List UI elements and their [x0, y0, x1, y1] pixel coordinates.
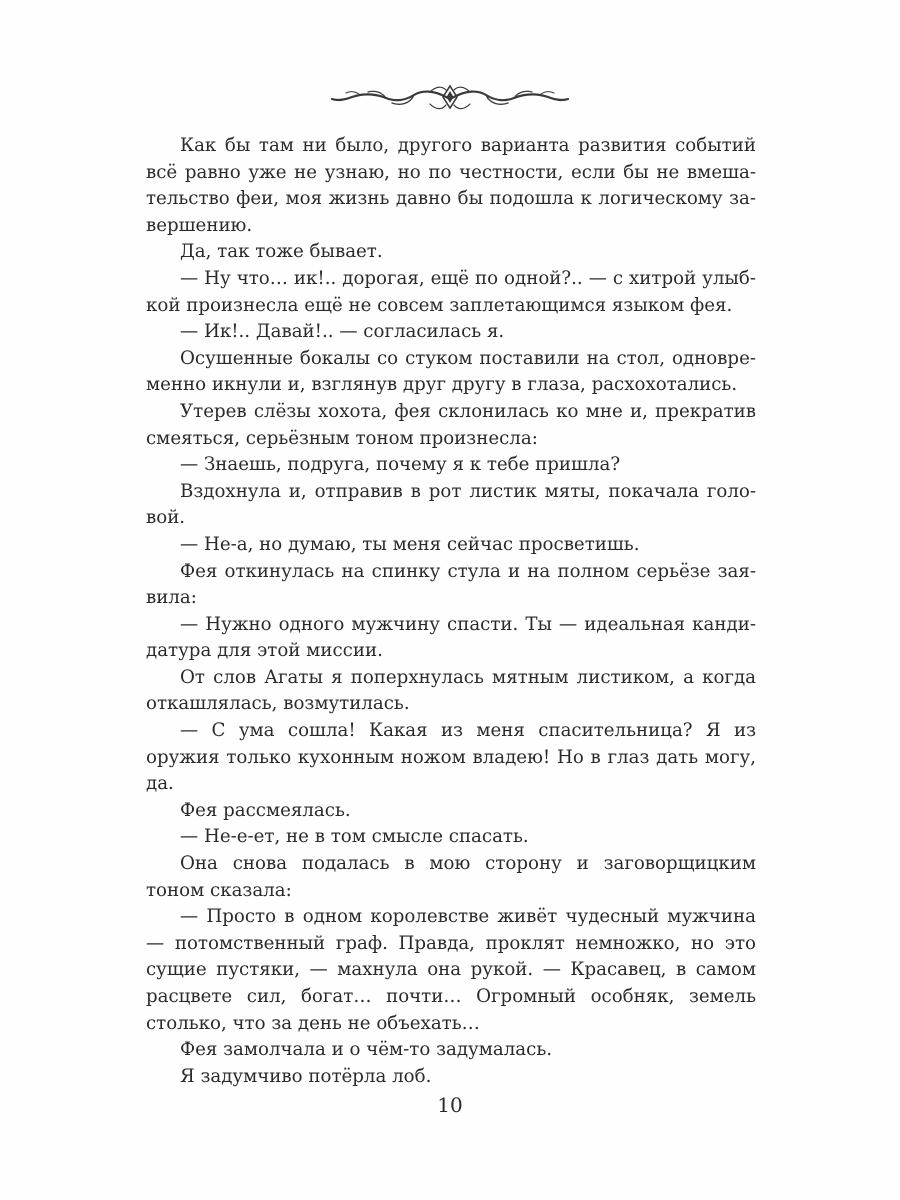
paragraph: Фея рассмеялась.	[180, 799, 351, 821]
paragraph: Фея замолчала и о чём-то задумалась.	[180, 1039, 553, 1061]
paragraph: Да, так тоже бывает.	[180, 241, 383, 263]
paragraph: Она снова подалась в мою сторону и заговорщицким тоном сказала:	[146, 853, 756, 901]
paragraph: — Не-а, но думаю, ты меня сейчас просветишь.	[180, 533, 640, 555]
paragraph: — Ну что… ик!.. дорогая, ещё по одной?.. — с хитрой улыбкой произнесла ещё не совсем заплетающимся языком фея.	[146, 267, 756, 316]
paragraph: От слов Агаты я поперхнулась мятным листиком, а когда откашлялась, возмутилась.	[146, 666, 756, 715]
paragraph: Осушенные бокалы со стуком поставили на стол, одновременно икнули и, взглянув друг другу в глаза, расхохотались.	[146, 347, 756, 396]
body-text	[146, 133, 756, 1090]
paragraph: Утерев слёзы хохота, фея склонилась ко мне и, прекратив смеяться, серьёзным тоном произнесла:	[146, 400, 756, 449]
page-number: 10	[437, 1093, 463, 1117]
paragraph: — Просто в одном королевстве живёт чудесный мужчина — потомственный граф. Правда, проклят немножко, но это сущие пустяки, — махнула она рукой. — Красавец, в самом расцвете сил, богат… почти… Огромный особняк, земель столько, что за день не объехать…	[146, 906, 756, 1034]
scroll-flourish-divider-icon	[330, 80, 570, 114]
paragraph: Фея откинулась на спинку стула и на полном серьёзе заявила:	[146, 560, 756, 609]
paragraph: — С ума сошла! Какая из меня спасительница? Я из оружия только кухонным ножом владею! Но в глаз дать могу, да.	[146, 720, 756, 795]
paragraph: Вздохнула и, отправив в рот листик мяты, покачала головой.	[146, 480, 756, 529]
paragraph: Как бы там ни было, другого варианта развития событий всё равно уже не узнаю, но по честности, если бы не вмешательство феи, моя жизнь давно бы подошла к логическому завершению.	[146, 135, 756, 236]
paragraph: Я задумчиво потёрла лоб.	[180, 1065, 432, 1087]
paragraph: — Нужно одного мужчину спасти. Ты — идеальная кандидатура для этой миссии.	[146, 613, 756, 662]
paragraph: — Не-е-ет, не в том смысле спасать.	[180, 826, 529, 848]
paragraph: — Знаешь, подруга, почему я к тебе пришла?	[180, 454, 621, 476]
paragraph: — Ик!.. Давай!.. — согласилась я.	[180, 321, 505, 343]
